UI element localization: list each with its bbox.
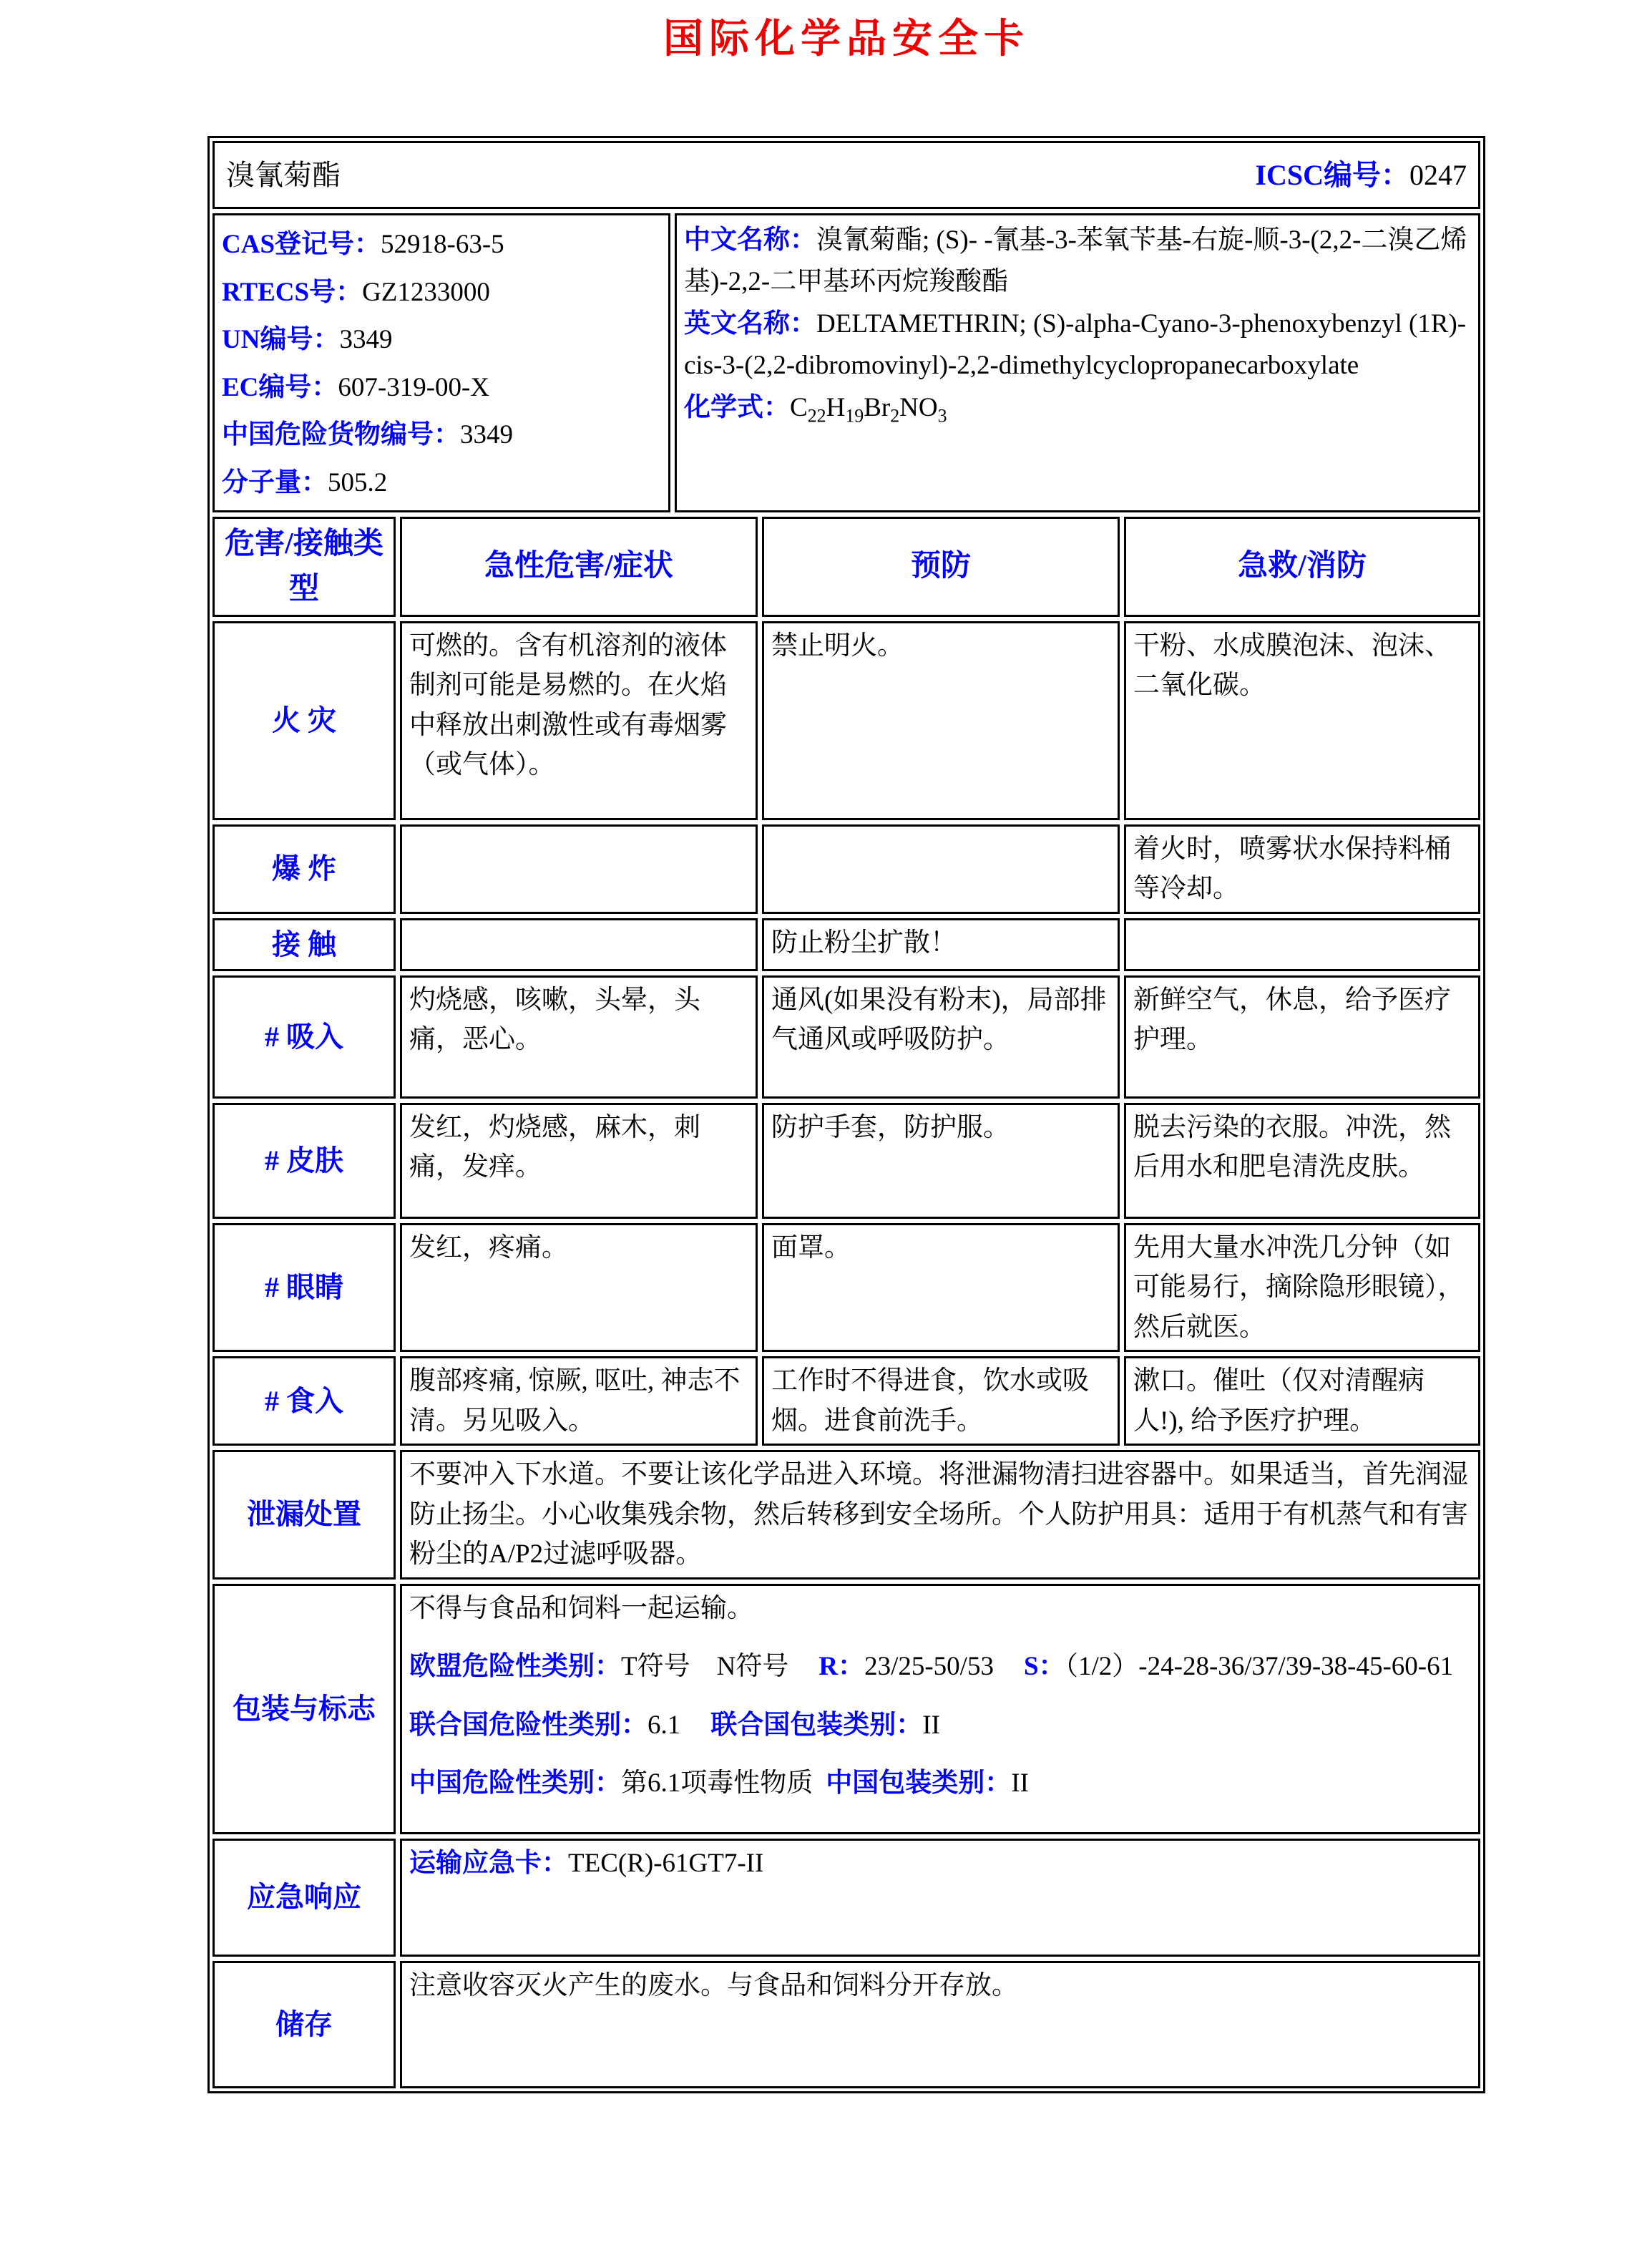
ec-label: EC编号： [222,372,338,402]
chinese-name-label: 中文名称： [684,225,816,255]
explosion-response-cell: 着火时，喷雾状水保持料桶等冷却。 [1124,824,1480,914]
contact-prevention-cell: 防止粉尘扩散！ [762,918,1120,971]
eyes-symptoms-cell: 发红，疼痛。 [400,1223,758,1353]
fire-response-cell: 干粉、水成膜泡沫、泡沫、二氧化碳。 [1124,621,1480,820]
contact-symptoms-cell [400,918,758,971]
inhalation-label: # 吸入 [212,975,396,1099]
inhalation-response-cell: 新鲜空气，休息，给予医疗护理。 [1124,975,1480,1099]
header-hazard-type: 危害/接触类型 [212,517,396,617]
transport-card-value: TEC(R)-61GT7-II [568,1848,764,1878]
english-name-line [684,303,1471,387]
explosion-prevention-cell [762,824,1120,914]
card-header-cell [212,141,1480,209]
header-prevention: 预防 [762,517,1120,617]
packaging-transport-note: 不得与食品和饲料一起运输。 [409,1593,753,1623]
row-storage [212,1961,1480,2088]
fire-label: 火 灾 [212,621,396,820]
cn-class-label: 中国危险性类别： [409,1768,621,1799]
page-title: 国际化学品安全卡 [663,17,1030,62]
formula-line [684,387,1471,431]
icsc-card [207,136,1485,2093]
mol-weight-label: 分子量： [222,467,328,497]
emergency-content-cell [400,1839,1480,1957]
skin-label: # 皮肤 [212,1103,396,1219]
packaging-label: 包装与标志 [212,1584,396,1834]
skin-response-cell: 脱去污染的衣服。冲洗，然后用水和肥皂清洗皮肤。 [1124,1103,1480,1219]
identifier-line [222,364,661,412]
row-contact [212,918,1480,971]
mol-weight-value: 505.2 [328,467,388,497]
cn-pack-label: 中国包装类别： [826,1768,1012,1799]
row-packaging [212,1584,1480,1834]
un-class-value: 6.1 [647,1710,681,1740]
identifier-line [222,316,661,364]
eu-symbols: T符号 N符号 [621,1652,789,1682]
eyes-response-cell: 先用大量水冲洗几分钟（如可能易行，摘除隐形眼镜），然后就医。 [1124,1223,1480,1353]
fire-symptoms-cell: 可燃的。含有机溶剂的液体制剂可能是易燃的。在火焰中释放出刺激性或有毒烟雾（或气体）。 [400,621,758,820]
identifier-line [222,221,661,269]
ingestion-label: # 食入 [212,1356,396,1446]
contact-label: 接 触 [212,918,396,971]
header-acute-symptoms: 急性危害/症状 [400,517,758,617]
un-label: UN编号： [222,325,340,355]
identifier-line [222,269,661,317]
r-phrases-value: 23/25-50/53 [864,1652,994,1682]
english-name-label: 英文名称： [684,308,816,339]
row-fire [212,621,1480,820]
icsc-number-value: 0247 [1409,158,1467,191]
row-spillage [212,1450,1480,1580]
s-phrases-value: （1/2）-24-28-36/37/39-38-45-60-61 [1065,1652,1454,1682]
header-first-aid: 急救/消防 [1124,517,1480,617]
un-value: 3349 [339,325,393,355]
rtecs-value: GZ1233000 [362,277,490,307]
row-emergency [212,1839,1480,1957]
formula-value: $C_{22}H_{19}Br_2NO_3$ [790,392,947,427]
fire-prevention-cell: 禁止明火。 [762,621,1120,820]
eu-class-label: 欧盟危险性类别： [409,1652,621,1682]
ec-value: 607-319-00-X [338,372,490,402]
explosion-symptoms-cell [400,824,758,914]
identifier-line [222,459,661,507]
cn-class-value: 第6.1项毒性物质 [621,1768,813,1799]
chinese-name-value: 溴氰菊酯; (S)- -氰基-3-苯氧苄基-右旋-顺-3-(2,2-二溴乙烯基)-2,2-二甲基环丙烷羧酸酯 [684,225,1467,297]
un-pack-label: 联合国包装类别： [710,1710,923,1740]
skin-prevention-cell: 防护手套，防护服。 [762,1103,1120,1219]
emergency-label: 应急响应 [212,1839,396,1957]
packaging-eu-line [409,1647,1471,1687]
un-class-label: 联合国危险性类别： [409,1710,647,1740]
inhalation-prevention-cell: 通风(如果没有粉末)，局部排气通风或呼吸防护。 [762,975,1120,1099]
row-skin [212,1103,1480,1219]
ingestion-symptoms-cell: 腹部疼痛, 惊厥, 呕吐, 神志不清。另见吸入。 [400,1356,758,1446]
chemical-name: 溴氰菊酯 [226,158,341,191]
ingestion-prevention-cell: 工作时不得进食，饮水或吸烟。进食前洗手。 [762,1356,1120,1446]
formula-label: 化学式： [684,392,790,422]
skin-symptoms-cell: 发红，灼烧感，麻木，刺痛，发痒。 [400,1103,758,1219]
icsc-number [1255,154,1467,197]
cn-pack-value: II [1011,1768,1029,1799]
chinese-name-line [684,220,1471,303]
row-inhalation [212,975,1480,1099]
packaging-un-line [409,1705,1471,1746]
row-ingestion [212,1356,1480,1446]
names-cell [675,213,1480,512]
ingestion-response-cell: 漱口。催吐（仅对清醒病人!), 给予医疗护理。 [1124,1356,1480,1446]
contact-response-cell [1124,918,1480,971]
spillage-text-cell: 不要冲入下水道。不要让该化学品进入环境。将泄漏物清扫进容器中。如果适当，首先润湿防止扬尘。小心收集残余物，然后转移到安全场所。个人防护用具：适用于有机蒸气和有害粉尘的A/P2过滤呼吸器。 [400,1450,1480,1580]
china-dg-label: 中国危险货物编号： [222,420,460,450]
cas-value: 52918-63-5 [381,230,504,259]
identifier-line [222,412,661,459]
transport-card-label: 运输应急卡： [409,1848,568,1878]
r-phrases-label: R： [818,1652,865,1682]
spillage-label: 泄漏处置 [212,1450,396,1580]
eyes-label: # 眼睛 [212,1223,396,1353]
inhalation-symptoms-cell: 灼烧感，咳嗽，头晕，头痛，恶心。 [400,975,758,1099]
china-dg-value: 3349 [460,420,513,450]
hazard-header-row [212,517,1480,617]
un-pack-value: II [922,1710,940,1740]
storage-label: 储存 [212,1961,396,2088]
card-header-row [212,141,1480,209]
storage-text-cell: 注意收容灭火产生的废水。与食品和饲料分开存放。 [400,1961,1480,2088]
row-explosion [212,824,1480,914]
s-phrases-label: S： [1023,1652,1065,1682]
rtecs-label: RTECS号： [222,277,363,307]
icsc-number-label: ICSC编号： [1255,158,1409,191]
explosion-label: 爆 炸 [212,824,396,914]
identifiers-cell [212,213,670,512]
packaging-cn-line [409,1763,1471,1804]
eyes-prevention-cell: 面罩。 [762,1223,1120,1353]
english-name-value: DELTAMETHRIN; (S)-alpha-Cyano-3-phenoxybenzyl (1R)-cis-3-(2,2-dibromovinyl)-2,2-dimethylcyclopropanecarboxylate [684,308,1467,381]
identity-row [212,213,1480,512]
row-eyes [212,1223,1480,1353]
cas-label: CAS登记号： [222,230,381,259]
packaging-content-cell [400,1584,1480,1834]
